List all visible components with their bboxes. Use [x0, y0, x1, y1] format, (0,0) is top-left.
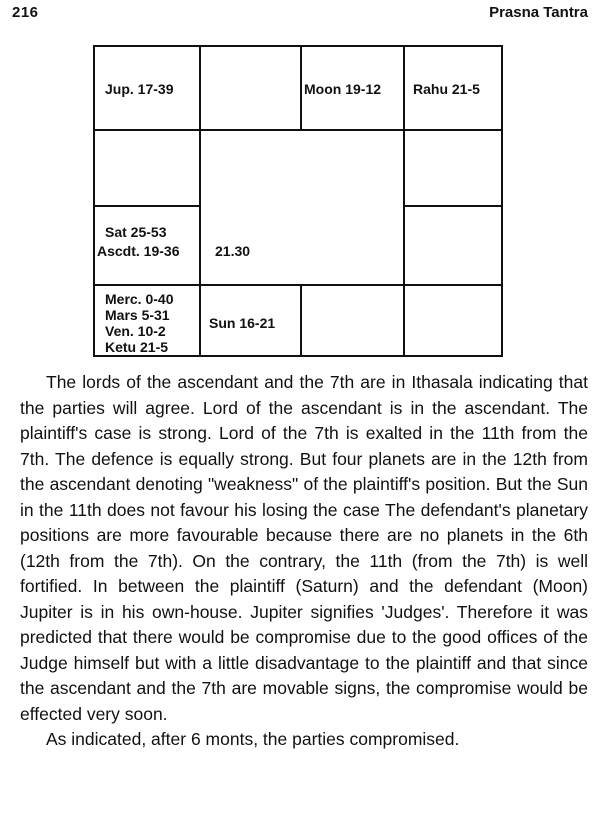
- house-sun: Sun 16-21: [209, 315, 276, 331]
- paragraph-1: The lords of the ascendant and the 7th are in Ithasala indicating that the parties will agree. Lord of the ascendant is in the ascendant. The plaintiff's case is strong. Lord of the 7th is exalted in the 11th from the 7th. The defence is equally strong. But four planets are in the 12th from the ascendant denoting "weakness" of the plaintiff's position. But the Sun in the 11th does not favour his losing the case The defendant's planetary positions are more favourable because there are no planets in the 6th (12th from the 7th). On the contrary, the 11th (from the 7th) is well fortified. In between the plaintiff (Saturn) and the defendant (Moon) Jupiter is in his own-house. Jupiter signifies 'Judges'. Therefore it was predicted that there would be compromise due to the good offices of the Judge himself but with a little disadvantage to the plaintiff and that since the ascendant and the 7th are movable signs, the compromise would be effected very soon.: [20, 372, 588, 724]
- chart-line: [300, 284, 302, 355]
- house-mercury: Merc. 0-40: [105, 291, 174, 307]
- chart-line: [95, 284, 501, 286]
- chart-line: [95, 129, 501, 131]
- chart-line: [199, 47, 201, 355]
- house-ascendant: Ascdt. 19-36: [97, 243, 180, 259]
- page-number: 216: [12, 4, 39, 21]
- house-rahu: Rahu 21-5: [413, 81, 480, 97]
- paragraph-2: As indicated, after 6 monts, the parties compromised.: [46, 729, 460, 749]
- chart-line: [403, 205, 501, 207]
- body-text: [20, 370, 588, 753]
- chart-center-value: 21.30: [215, 243, 251, 259]
- horoscope-chart: [93, 45, 503, 357]
- house-venus: Ven. 10-2: [105, 323, 166, 339]
- chart-line: [95, 205, 199, 207]
- running-title: Prasna Tantra: [489, 4, 588, 21]
- house-mars: Mars 5-31: [105, 307, 170, 323]
- house-jupiter: Jup. 17-39: [105, 81, 174, 97]
- chart-line: [300, 47, 302, 131]
- house-saturn: Sat 25-53: [105, 224, 167, 240]
- house-ketu: Ketu 21-5: [105, 339, 169, 355]
- chart-line: [403, 47, 405, 355]
- house-moon: Moon 19-12: [304, 81, 382, 97]
